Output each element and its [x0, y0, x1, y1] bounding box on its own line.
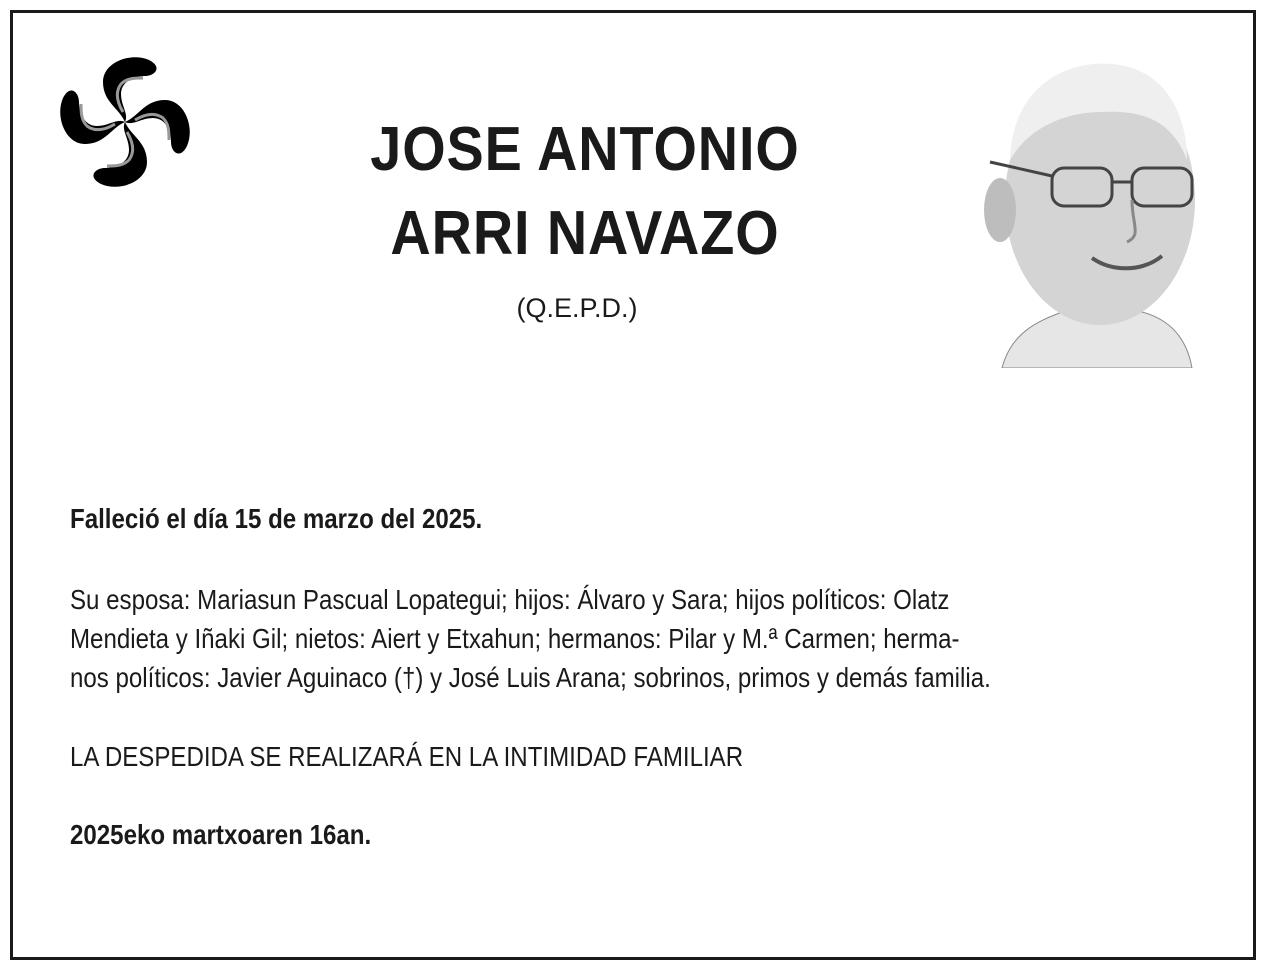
name-line-2: ARRI NAVAZO [390, 199, 780, 268]
basque-date: 2025eko martxoaren 16an. [70, 819, 372, 850]
deceased-name [300, 108, 870, 276]
name-line-1: JOSE ANTONIO [370, 115, 800, 184]
portrait-photo [982, 50, 1210, 368]
family-line-3: nos políticos: Javier Aguinaco (†) y José Luis Arana; sobrinos, primos y demás familia. [70, 662, 991, 693]
qepd-label: (Q.E.P.D.) [516, 293, 638, 323]
death-date: Falleció el día 15 de marzo del 2025. [70, 503, 483, 534]
lauburu-icon [50, 48, 200, 196]
family-line-1: Su esposa: Mariasun Pascual Lopategui; hijos: Álvaro y Sara; hijos políticos: Olatz [70, 584, 950, 615]
farewell-notice: LA DESPEDIDA SE REALIZARÁ EN LA INTIMIDAD FAMILIAR [70, 741, 744, 772]
family-line-2: Mendieta y Iñaki Gil; nietos: Aiert y Etxahun; hermanos: Pilar y M.ª Carmen; herma- [70, 623, 960, 654]
